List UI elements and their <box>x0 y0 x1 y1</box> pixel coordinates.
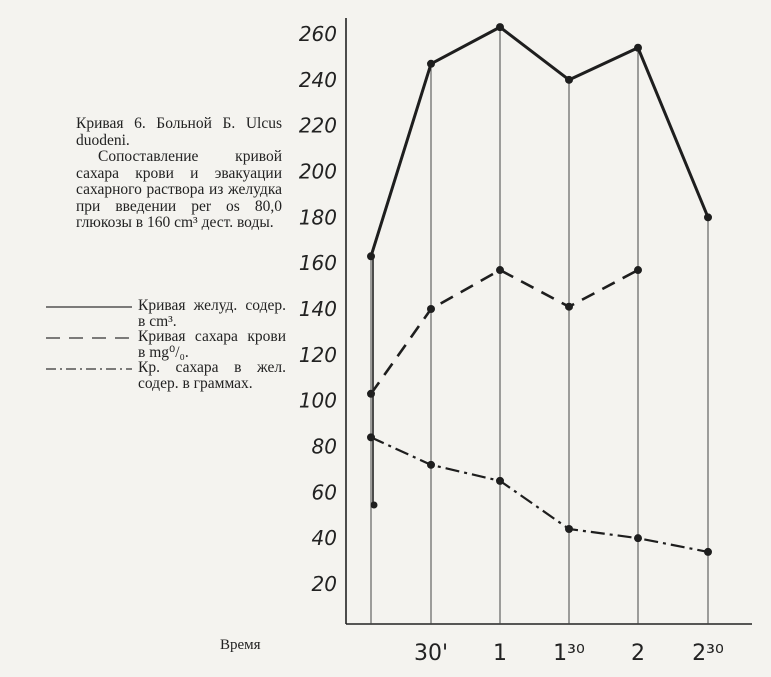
data-point-dashdot <box>427 461 435 469</box>
x-tick-label: 1³⁰ <box>553 641 585 666</box>
y-tick-label: 260 <box>298 22 337 46</box>
data-point-solid <box>427 60 435 68</box>
data-point-solid <box>634 44 642 52</box>
series-line-dashed <box>371 270 638 394</box>
y-tick-label: 40 <box>311 526 337 551</box>
y-tick-label: 200 <box>298 159 337 184</box>
series-line-dashdot <box>371 437 708 552</box>
data-point-solid <box>704 213 712 221</box>
y-tick-label: 120 <box>298 342 337 367</box>
legend-label-dashed: Кривая сахара крови в mg⁰/₀. <box>138 328 286 361</box>
data-point-dashed <box>565 303 573 311</box>
y-tick-label: 240 <box>298 67 337 92</box>
first-time-marker-dot <box>371 502 378 509</box>
x-tick-label: 2 <box>631 641 645 666</box>
data-point-dashdot <box>634 534 642 542</box>
y-tick-label: 60 <box>311 480 337 505</box>
data-point-dashdot <box>704 548 712 556</box>
y-tick-label: 140 <box>298 297 337 321</box>
x-tick-label: 2³⁰ <box>692 641 724 666</box>
y-tick-label: 20 <box>311 572 337 596</box>
data-point-solid <box>565 76 573 84</box>
data-point-dashed <box>496 266 504 274</box>
caption-text: Сопоставление кривой сахара крови и эвакуации сахарного раствора из желудка при введении per os 80,0 глюкозы в 160 cm³ дест. воды. <box>76 148 282 231</box>
y-tick-label: 220 <box>298 113 337 138</box>
legend-label-solid: Кривая желуд. содер. в cm³. <box>138 297 286 330</box>
series-line-solid <box>371 27 708 256</box>
x-axis-label: Время <box>220 637 261 653</box>
data-point-dashed <box>634 266 642 274</box>
legend-label-dashdot: Кр. сахара в жел. содер. в граммах. <box>138 359 286 392</box>
data-point-solid <box>496 23 504 31</box>
y-tick-label: 100 <box>298 388 337 413</box>
y-tick-label: 180 <box>298 205 337 230</box>
caption-title: Кривая 6. Больной Б. Ulcus duodeni. <box>76 115 282 149</box>
data-point-dashdot <box>565 525 573 533</box>
x-tick-label: 1 <box>493 641 507 666</box>
x-tick-label: 30' <box>413 641 449 666</box>
data-point-dashdot <box>496 477 504 485</box>
y-tick-label: 80 <box>311 434 337 459</box>
y-tick-label: 160 <box>298 251 337 276</box>
data-point-dashed <box>427 305 435 313</box>
